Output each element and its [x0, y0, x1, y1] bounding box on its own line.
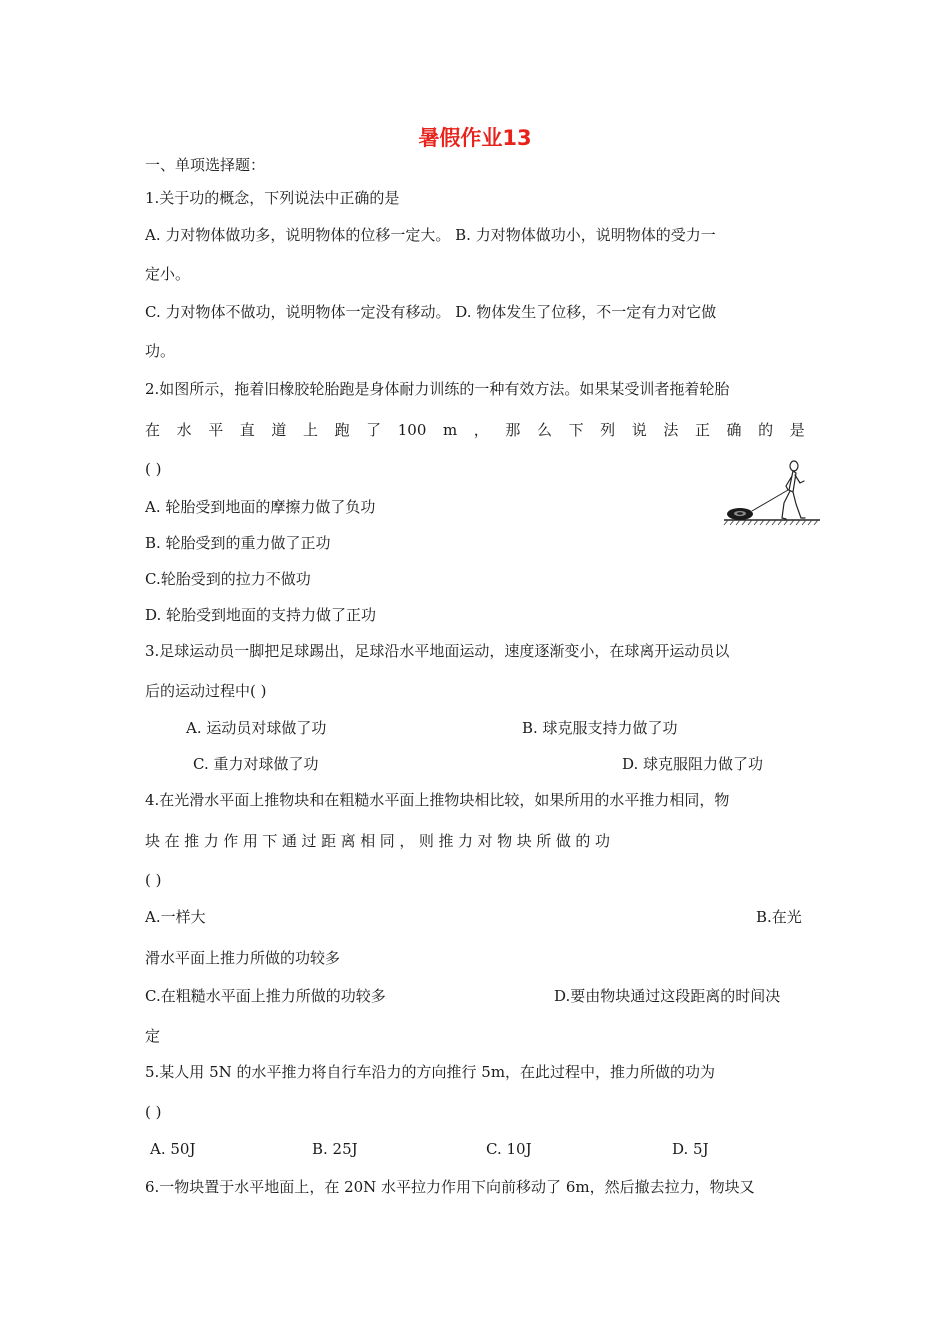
- stem-word: 的: [758, 421, 774, 439]
- q3-stem-line1: 3.足球运动员一脚把足球踢出，足球沿水平地面运动，速度逐渐变小，在球离开运动员以: [145, 642, 730, 660]
- stem-word: 的: [575, 832, 591, 850]
- stem-word: 距: [321, 832, 337, 850]
- stem-word: 过: [301, 832, 317, 850]
- stem-word: 同: [379, 832, 395, 850]
- stem-word: 所: [536, 832, 552, 850]
- stem-word: 上: [302, 421, 318, 439]
- stem-word: 直: [239, 421, 255, 439]
- stem-word: 说: [631, 421, 647, 439]
- q3-option-a: A. 运动员对球做了功: [186, 719, 327, 737]
- q1-option-d-cont: 功。: [145, 342, 176, 360]
- stem-word: 对: [477, 832, 493, 850]
- stem-word: 确: [726, 421, 742, 439]
- stem-word: 块: [516, 832, 532, 850]
- stem-word: 法: [663, 421, 679, 439]
- section-heading: 一、单项选择题：: [145, 156, 266, 174]
- tire-dragging-figure: [720, 456, 824, 536]
- stem-word: 了: [366, 421, 382, 439]
- stem-word: 则: [418, 832, 434, 850]
- q2-option-b: B. 轮胎受到的重力做了正功: [145, 534, 331, 552]
- q3-option-d: D. 球克服阻力做了功: [622, 755, 764, 773]
- stem-word: 水: [176, 421, 192, 439]
- q1-options-cd: C. 力对物体不做功，说明物体一定没有移动。 D. 物体发生了位移，不一定有力对它做: [145, 303, 717, 321]
- q2-option-c: C.轮胎受到的拉力不做功: [145, 570, 311, 588]
- q4-stem-line1: 4.在光滑水平面上推物块和在粗糙水平面上推物块相比较，如果所用的水平推力相同，物: [145, 791, 730, 809]
- stem-word: 力: [458, 832, 474, 850]
- stem-word: 列: [600, 421, 616, 439]
- stem-word: m: [442, 421, 458, 439]
- q5-option-a: A. 50J: [150, 1140, 196, 1158]
- stem-word: 是: [789, 421, 805, 439]
- q5-option-b: B. 25J: [312, 1140, 358, 1158]
- stem-word: 道: [271, 421, 287, 439]
- stem-word: 功: [594, 832, 610, 850]
- stem-word: 在: [164, 832, 180, 850]
- q4-stem-line2: [145, 831, 610, 851]
- q5-answer-paren: ( ): [145, 1103, 162, 1121]
- q2-option-a: A. 轮胎受到地面的摩擦力做了负功: [145, 498, 376, 516]
- stem-word: 做: [555, 832, 571, 850]
- stem-word: 作: [223, 832, 239, 850]
- stem-word: 下: [262, 832, 278, 850]
- stem-word: 100: [397, 421, 427, 439]
- q4-option-b-start: B.在光: [756, 908, 802, 926]
- q4-option-c: C.在粗糙水平面上推力所做的功较多: [145, 987, 386, 1005]
- stem-word: 推: [438, 832, 454, 850]
- q4-option-d-start: D.要由物块通过这段距离的时间决: [554, 987, 781, 1005]
- q2-option-d: D. 轮胎受到地面的支持力做了正功: [145, 606, 377, 624]
- stem-word: 正: [694, 421, 710, 439]
- q2-stem-line2: [145, 420, 805, 440]
- q5-stem: 5.某人用 5N 的水平推力将自行车沿力的方向推行 5m，在此过程中，推力所做的功为: [145, 1063, 716, 1081]
- q1-options-ab: A. 力对物体做功多，说明物体的位移一定大。 B. 力对物体做功小，说明物体的受力一: [145, 226, 716, 244]
- stem-word: 在: [145, 421, 161, 439]
- q1-stem: 1.关于功的概念，下列说法中正确的是: [145, 189, 400, 207]
- stem-word: 力: [203, 832, 219, 850]
- q4-option-b-cont: 滑水平面上推力所做的功较多: [145, 949, 341, 967]
- stem-word: 相: [360, 832, 376, 850]
- stem-word: 物: [497, 832, 513, 850]
- q5-option-c: C. 10J: [486, 1140, 532, 1158]
- q4-option-a: A.一样大: [145, 908, 206, 926]
- stem-word: 块: [145, 832, 161, 850]
- stem-word: 么: [536, 421, 552, 439]
- q2-answer-paren: ( ): [145, 460, 162, 478]
- q6-stem: 6.一物块置于水平地面上，在 20N 水平拉力作用下向前移动了 6m，然后撤去拉力，物块又: [145, 1178, 755, 1196]
- q5-option-d: D. 5J: [672, 1140, 709, 1158]
- page-title: 暑假作业13: [418, 126, 532, 150]
- stem-word: 那: [505, 421, 521, 439]
- q4-answer-paren: ( ): [145, 871, 162, 889]
- stem-word: 跑: [334, 421, 350, 439]
- q3-stem-line2: 后的运动过程中( ): [145, 682, 267, 700]
- q3-option-c: C. 重力对球做了功: [193, 755, 319, 773]
- stem-word: 离: [340, 832, 356, 850]
- stem-word: 用: [242, 832, 258, 850]
- stem-word: 下: [568, 421, 584, 439]
- stem-word: ，: [399, 832, 415, 850]
- q4-option-d-cont: 定: [145, 1027, 161, 1045]
- q2-stem-line1: 2.如图所示，拖着旧橡胶轮胎跑是身体耐力训练的一种有效方法。如果某受训者拖着轮胎: [145, 380, 730, 398]
- q3-option-b: B. 球克服支持力做了功: [522, 719, 678, 737]
- stem-word: 推: [184, 832, 200, 850]
- stem-word: 通: [281, 832, 297, 850]
- stem-word: ，: [473, 421, 489, 439]
- q1-option-b-cont: 定小。: [145, 265, 191, 283]
- stem-word: 平: [208, 421, 224, 439]
